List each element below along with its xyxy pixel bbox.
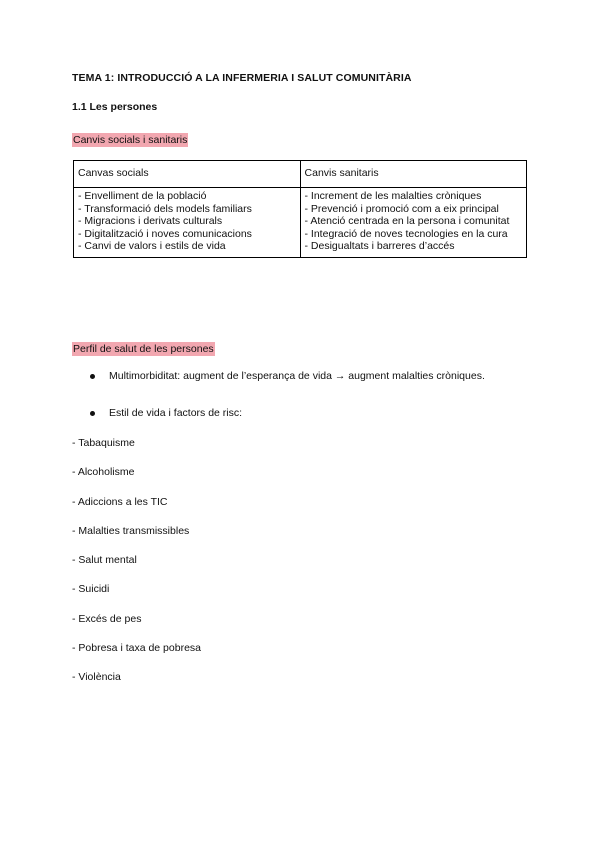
bullet-text: Multimorbiditat: augment de l’esperança de vida → augment malalties cròniques.: [109, 370, 485, 382]
table-row: [74, 188, 527, 258]
document-title: TEMA 1: INTRODUCCIÓ A LA INFERMERIA I SALUT COMUNITÀRIA: [72, 72, 412, 84]
subsection-heading-perfil: [72, 339, 215, 357]
table-header-social: Canvas socials: [74, 161, 301, 188]
list-item: - Excés de pes: [72, 612, 142, 625]
social-change-item: - Envelliment de la població: [78, 190, 207, 202]
sanitary-change-item: - Atenció centrada en la persona i comunitat: [304, 215, 510, 227]
social-change-item: - Digitalització i noves comunicacions: [78, 227, 252, 240]
section-heading-les-persones: 1.1 Les persones: [72, 101, 158, 113]
list-item: - Malalties transmissibles: [72, 524, 190, 537]
sanitary-change-item: - Increment de les malalties cròniques: [304, 190, 482, 202]
list-item: - Tabaquisme: [72, 437, 135, 449]
subsection-heading-canvis: [72, 130, 188, 148]
list-item: - Adiccions a les TIC: [72, 495, 168, 508]
highlighted-heading-canvis: Canvis socials i sanitaris: [73, 134, 188, 146]
list-item: - Pobresa i taxa de pobresa: [72, 642, 201, 655]
social-change-item: - Migracions i derivats culturals: [78, 215, 223, 227]
bullet-list: [90, 369, 485, 420]
list-item: - Suicidi: [72, 583, 110, 596]
sanitary-change-item: - Prevenció i promoció com a eix principal: [304, 202, 499, 215]
social-change-item: - Canvi de valors i estils de vida: [78, 240, 226, 252]
highlighted-heading-perfil: Perfil de salut de les persones: [73, 343, 214, 355]
sanitary-change-item: - Desigualtats i barreres d’accés: [304, 240, 455, 252]
bullet-icon: [90, 374, 95, 379]
bullet-item: [90, 406, 485, 420]
list-item: - Salut mental: [72, 554, 137, 567]
social-change-item: - Transformació dels models familiars: [78, 202, 252, 215]
table-header-sanitary: Canvis sanitaris: [300, 161, 526, 188]
bullet-text: Estil de vida i factors de risc:: [109, 407, 243, 419]
list-item: - Alcoholisme: [72, 466, 135, 479]
list-item: - Violència: [72, 671, 121, 684]
changes-table: [73, 160, 527, 258]
bullet-item: [90, 369, 485, 383]
sanitary-change-item: - Integració de noves tecnologies en la cura: [304, 227, 508, 240]
risk-factor-list: [72, 436, 201, 700]
table-header-row: [74, 161, 527, 188]
table-cell-sanitary: [300, 188, 526, 258]
bullet-icon: [90, 411, 95, 416]
table-cell-social: [74, 188, 301, 258]
